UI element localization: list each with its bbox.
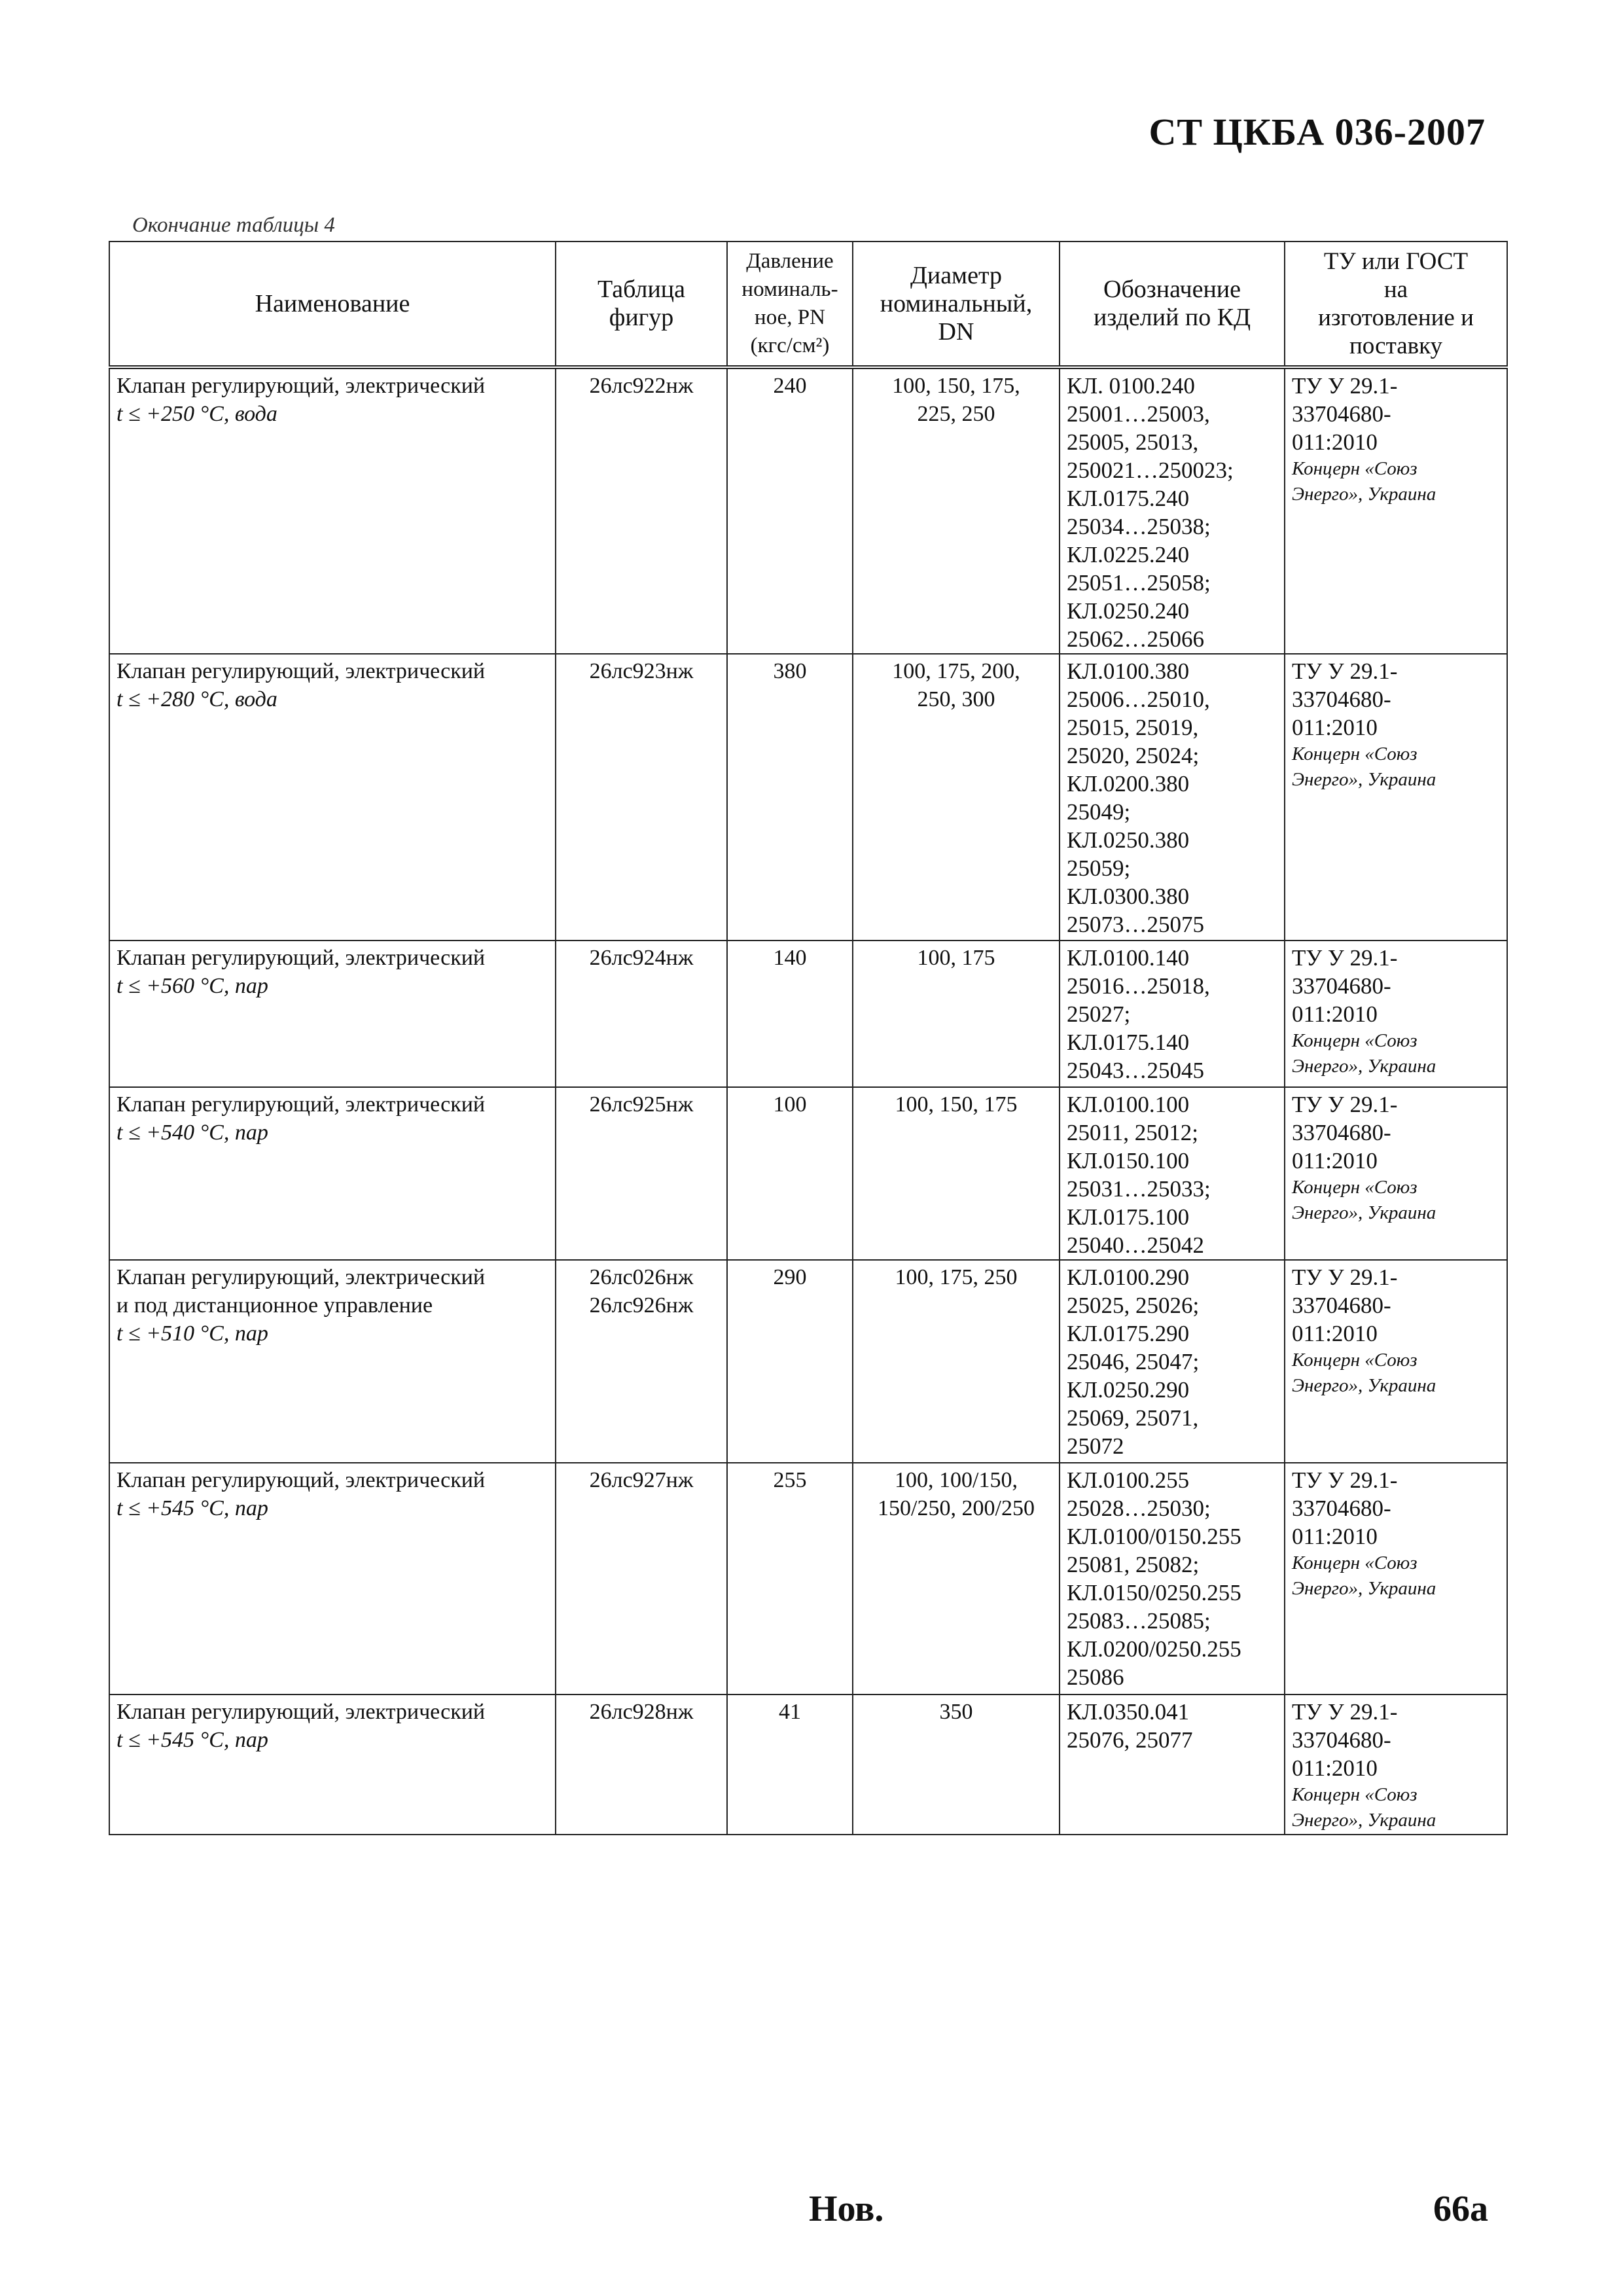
manufacturer: Концерн «Союз Энерго», Украина: [1292, 1552, 1436, 1599]
cell-standard: [1285, 941, 1507, 1087]
valve-name: Клапан регулирующий, электрический: [116, 946, 486, 970]
valve-name: Клапан регулирующий, электрический: [116, 659, 486, 683]
standard-code: ТУ У 29.1- 33704680- 011:2010: [1292, 1265, 1398, 1346]
cell-pressure: 240: [727, 367, 853, 654]
manufacturer: Концерн «Союз Энерго», Украина: [1292, 1030, 1436, 1077]
cell-figure: 26лс923нж: [556, 654, 727, 941]
page-number: 66а: [1433, 2189, 1488, 2229]
cell-designation: КЛ.0100.380 25006…25010, 25015, 25019, 25020, 25024; КЛ.0200.380 25049; КЛ.0250.380 25059; КЛ.0300.380 25073…25075: [1060, 654, 1285, 941]
cell-pressure: 41: [727, 1695, 853, 1835]
cell-name: [109, 941, 556, 1087]
cell-diameter: 350: [853, 1695, 1060, 1835]
cell-standard: [1285, 1695, 1507, 1835]
table-row: [109, 941, 1507, 1087]
cell-diameter: 100, 175, 250: [853, 1260, 1060, 1463]
cell-figure: 26лс026нж 26лс926нж: [556, 1260, 727, 1463]
cell-figure: 26лс925нж: [556, 1087, 727, 1260]
cell-name: [109, 1087, 556, 1260]
standard-code: ТУ У 29.1- 33704680- 011:2010: [1292, 1092, 1398, 1174]
column-header-name: Наименование: [109, 242, 556, 367]
valve-name: Клапан регулирующий, электрический и под дистанционное управление: [116, 1265, 486, 1318]
cell-figure: 26лс927нж: [556, 1463, 727, 1695]
cell-pressure: 140: [727, 941, 853, 1087]
cell-designation: КЛ.0350.041 25076, 25077: [1060, 1695, 1285, 1835]
cell-figure: 26лс922нж: [556, 367, 727, 654]
cell-designation: КЛ.0100.100 25011, 25012; КЛ.0150.100 25031…25033; КЛ.0175.100 25040…25042: [1060, 1087, 1285, 1260]
valve-temperature: t ≤ +545 °С, пар: [116, 1496, 268, 1520]
cell-name: [109, 1695, 556, 1835]
cell-standard: [1285, 367, 1507, 654]
cell-name: [109, 654, 556, 941]
cell-pressure: 255: [727, 1463, 853, 1695]
table-header-row: [109, 242, 1507, 367]
cell-diameter: 100, 100/150, 150/250, 200/250: [853, 1463, 1060, 1695]
standard-code: ТУ У 29.1- 33704680- 011:2010: [1292, 658, 1398, 740]
cell-standard: [1285, 1260, 1507, 1463]
standard-code: ТУ У 29.1- 33704680- 011:2010: [1292, 945, 1398, 1027]
table-caption: Окончание таблицы 4: [132, 213, 335, 237]
cell-name: [109, 1260, 556, 1463]
table-row: [109, 367, 1507, 654]
valve-name: Клапан регулирующий, электрический: [116, 1092, 486, 1117]
cell-designation: КЛ.0100.255 25028…25030; КЛ.0100/0150.255 25081, 25082; КЛ.0150/0250.255 25083…25085; КЛ.0200/0250.255 25086: [1060, 1463, 1285, 1695]
column-header-standard: ТУ или ГОСТ на изготовление и поставку: [1285, 242, 1507, 367]
cell-diameter: 100, 175, 200, 250, 300: [853, 654, 1060, 941]
valve-temperature: t ≤ +250 °С, вода: [116, 402, 277, 426]
cell-designation: КЛ.0100.290 25025, 25026; КЛ.0175.290 25046, 25047; КЛ.0250.290 25069, 25071, 25072: [1060, 1260, 1285, 1463]
cell-name: [109, 367, 556, 654]
valves-table: [109, 241, 1508, 1835]
revision-mark: Нов.: [809, 2189, 884, 2229]
valve-name: Клапан регулирующий, электрический: [116, 374, 486, 398]
manufacturer: Концерн «Союз Энерго», Украина: [1292, 1177, 1436, 1223]
column-header-designation: Обозначение изделий по КД: [1060, 242, 1285, 367]
manufacturer: Концерн «Союз Энерго», Украина: [1292, 458, 1436, 505]
valve-temperature: t ≤ +545 °С, пар: [116, 1728, 268, 1752]
cell-standard: [1285, 654, 1507, 941]
valve-temperature: t ≤ +280 °С, вода: [116, 687, 277, 711]
manufacturer: Концерн «Союз Энерго», Украина: [1292, 1784, 1436, 1831]
table-row: [109, 1087, 1507, 1260]
cell-designation: КЛ. 0100.240 25001…25003, 25005, 25013, 250021…250023; КЛ.0175.240 25034…25038; КЛ.0225.240 25051…25058; КЛ.0250.240 25062…25066: [1060, 367, 1285, 654]
standard-code: ТУ У 29.1- 33704680- 011:2010: [1292, 1699, 1398, 1781]
manufacturer: Концерн «Союз Энерго», Украина: [1292, 1350, 1436, 1396]
table-row: [109, 1463, 1507, 1695]
column-header-figure: Таблица фигур: [556, 242, 727, 367]
table-row: [109, 1260, 1507, 1463]
cell-standard: [1285, 1463, 1507, 1695]
cell-figure: 26лс924нж: [556, 941, 727, 1087]
column-header-diameter: Диаметр номинальный, DN: [853, 242, 1060, 367]
table-row: [109, 654, 1507, 941]
document-code: СТ ЦКБА 036-2007: [1149, 111, 1486, 153]
valve-temperature: t ≤ +560 °С, пар: [116, 974, 268, 998]
cell-figure: 26лс928нж: [556, 1695, 727, 1835]
cell-name: [109, 1463, 556, 1695]
cell-designation: КЛ.0100.140 25016…25018, 25027; КЛ.0175.140 25043…25045: [1060, 941, 1285, 1087]
cell-pressure: 100: [727, 1087, 853, 1260]
cell-diameter: 100, 150, 175, 225, 250: [853, 367, 1060, 654]
valve-temperature: t ≤ +540 °С, пар: [116, 1121, 268, 1145]
valve-temperature: t ≤ +510 °С, пар: [116, 1321, 268, 1346]
standard-code: ТУ У 29.1- 33704680- 011:2010: [1292, 1467, 1398, 1549]
table-row: [109, 1695, 1507, 1835]
manufacturer: Концерн «Союз Энерго», Украина: [1292, 744, 1436, 790]
cell-standard: [1285, 1087, 1507, 1260]
cell-diameter: 100, 175: [853, 941, 1060, 1087]
cell-diameter: 100, 150, 175: [853, 1087, 1060, 1260]
cell-pressure: 290: [727, 1260, 853, 1463]
standard-code: ТУ У 29.1- 33704680- 011:2010: [1292, 373, 1398, 455]
valve-name: Клапан регулирующий, электрический: [116, 1700, 486, 1724]
valve-name: Клапан регулирующий, электрический: [116, 1468, 486, 1492]
column-header-pressure: Давление номиналь- ное, PN (кгс/см²): [727, 242, 853, 367]
cell-pressure: 380: [727, 654, 853, 941]
